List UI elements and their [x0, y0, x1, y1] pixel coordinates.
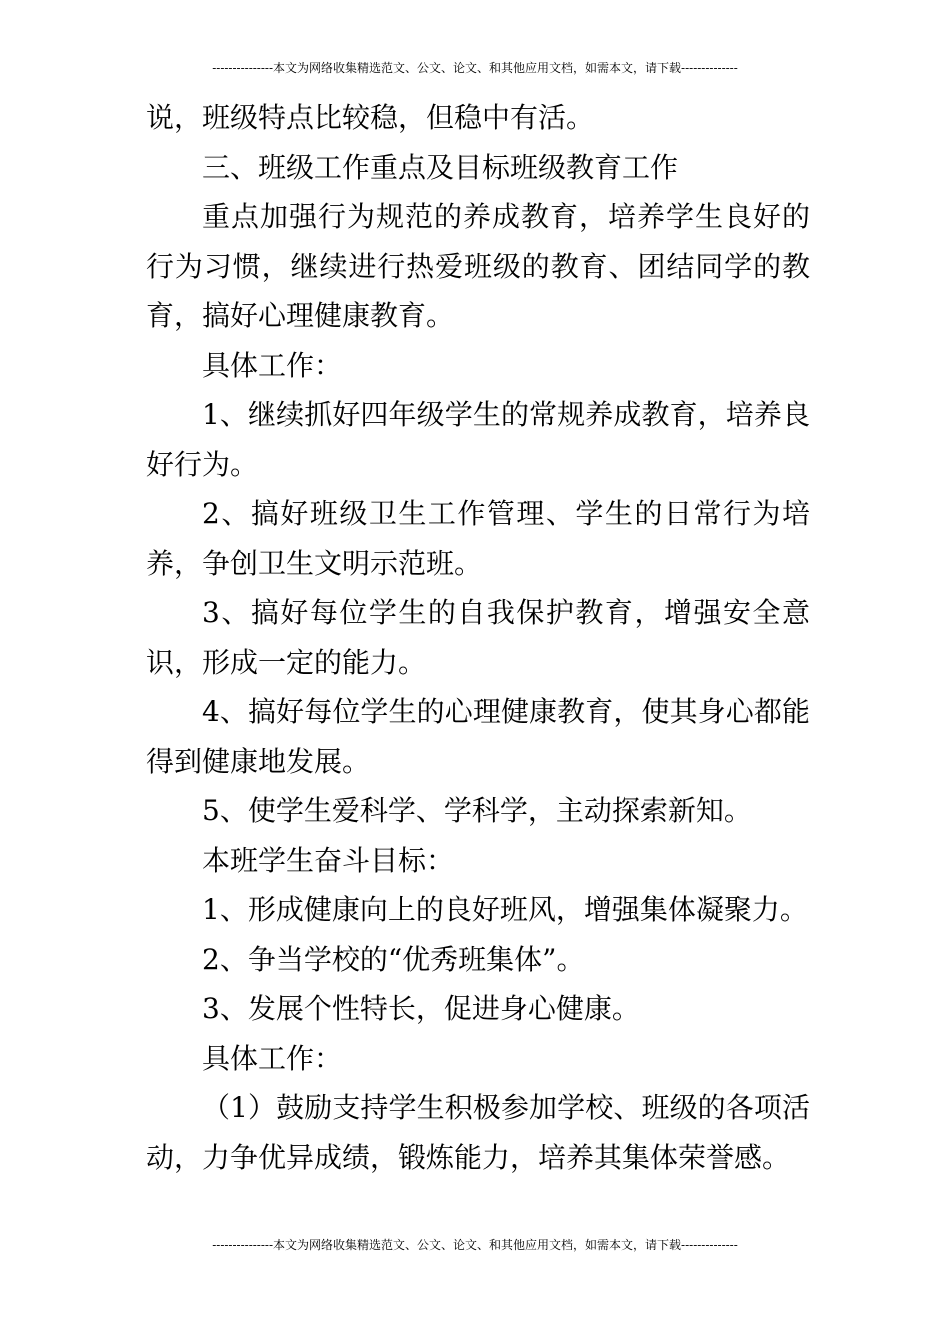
- list-item: 1、形成健康向上的良好班风，增强集体凝聚力。: [202, 893, 808, 926]
- section-heading: 三、班级工作重点及目标班级教育工作: [202, 150, 679, 184]
- list-item: 2、争当学校的“优秀班集体”。: [202, 942, 585, 976]
- paragraph: 重点加强行为规范的养成教育，培养学生良好的行为习惯，继续进行热爱班级的教育、团结同学的教育，搞好心理健康教育。: [146, 200, 810, 332]
- list-item: 4、搞好每位学生的心理健康教育，使其身心都能得到健康地发展。: [146, 695, 810, 778]
- list-item: 3、搞好每位学生的自我保护教育，增强安全意识，形成一定的能力。: [146, 596, 810, 679]
- list-item: 1、继续抓好四年级学生的常规养成教育，培养良好行为。: [146, 398, 810, 481]
- list-item: 5、使学生爱科学、学科学，主动探索新知。: [202, 794, 752, 827]
- list-item: 2、搞好班级卫生工作管理、学生的日常行为培养，争创卫生文明示范班。: [146, 497, 810, 580]
- paragraph-continuation: 说，班级特点比较稳，但稳中有活。: [146, 101, 595, 134]
- subheading: 具体工作：: [202, 1041, 343, 1075]
- subheading: 本班学生奋斗目标：: [202, 843, 455, 877]
- subheading: 具体工作：: [202, 348, 343, 382]
- page-header: ---------------本文为网络收集精选范文、公文、论文、和其他应用文档，如需本文，请下载--------------: [212, 61, 738, 75]
- page-footer: ---------------本文为网络收集精选范文、公文、论文、和其他应用文档，如需本文，请下载--------------: [212, 1238, 738, 1252]
- list-item: 3、发展个性特长，促进身心健康。: [202, 992, 640, 1025]
- list-item: （1）鼓励支持学生积极参加学校、班级的各项活动，力争优异成绩，锻炼能力，培养其集体荣誉感。: [146, 1091, 810, 1174]
- document-body: [146, 93, 810, 1182]
